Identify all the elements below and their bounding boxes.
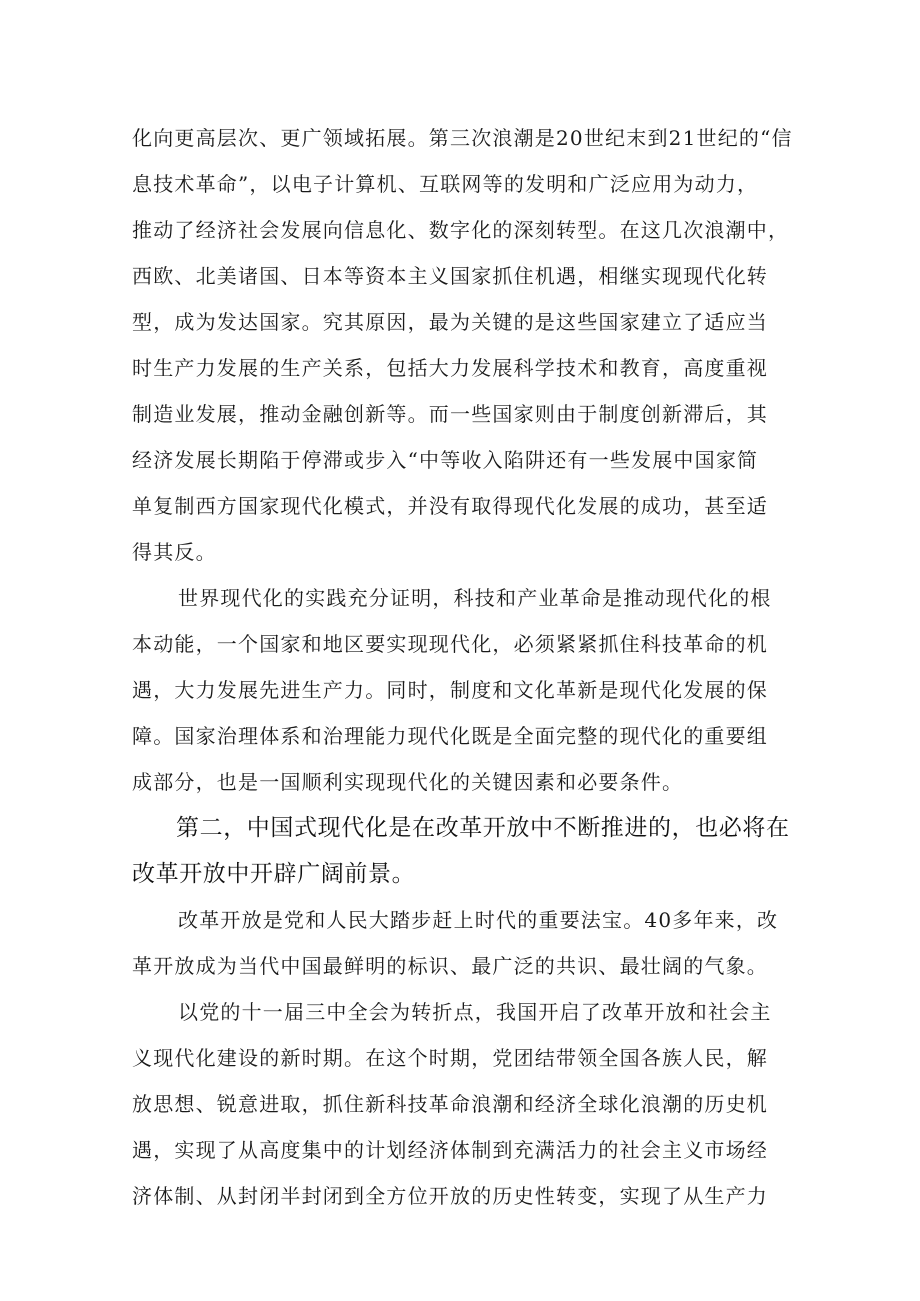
paragraph-1-line-5: 型，成为发达国家。究其原因，最为关键的是这些国家建立了适应当 [132, 310, 768, 334]
paragraph-4-line-3: 放思想、锐意进取，抓住新科技革命浪潮和经济全球化浪潮的历史机 [132, 1092, 768, 1116]
paragraph-1-line-9: 单复制西方国家现代化模式，并没有取得现代化发展的成功，甚至适 [132, 494, 768, 518]
paragraph-1-line-6: 时生产力发展的生产关系，包括大力发展科学技术和教育，高度重视 [132, 356, 768, 380]
paragraph-2-line-5: 成部分，也是一国顺利实现现代化的关键因素和必要条件。 [132, 770, 684, 794]
paragraph-3-line-1: 改革开放是党和人民大踏步赶上时代的重要法宝。40多年来，改 [178, 908, 779, 932]
paragraph-2-line-3: 遇，大力发展先进生产力。同时，制度和文化革新是现代化发展的保 [132, 678, 768, 702]
section-heading-line-2: 改革开放中开辟广阔前景。 [132, 861, 416, 887]
paragraph-3-line-2: 革开放成为当代中国最鲜明的标识、最广泛的共识、最壮阔的气象。 [132, 954, 768, 978]
paragraph-1-line-10: 得其反。 [132, 540, 217, 564]
paragraph-1-line-7: 制造业发展，推动金融创新等。而一些国家则由于制度创新滞后，其 [132, 402, 768, 426]
paragraph-4-line-4: 遇，实现了从高度集中的计划经济体制到充满活力的社会主义市场经 [132, 1138, 768, 1162]
paragraph-1-line-1: 化向更高层次、更广领域拓展。第三次浪潮是20世纪末到21世纪的“信 [132, 126, 793, 150]
paragraph-4-line-5: 济体制、从封闭半封闭到全方位开放的历史性转变，实现了从生产力 [132, 1184, 768, 1208]
paragraph-1-line-2: 息技术革命”，以电子计算机、互联网等的发明和广泛应用为动力， [132, 172, 759, 196]
paragraph-1-line-4: 西欧、北美诸国、日本等资本主义国家抓住机遇，相继实现现代化转 [132, 264, 768, 288]
paragraph-2-line-1: 世界现代化的实践充分证明，科技和产业革命是推动现代化的根 [178, 586, 772, 610]
paragraph-2-line-4: 障。国家治理体系和治理能力现代化既是全面完整的现代化的重要组 [132, 724, 768, 748]
paragraph-1-line-3: 推动了经济社会发展向信息化、数字化的深刻转型。在这几次浪潮中， [132, 218, 790, 242]
paragraph-4-line-2: 义现代化建设的新时期。在这个时期，党团结带领全国各族人民，解 [132, 1046, 768, 1070]
section-heading-line-1: 第二，中国式现代化是在改革开放中不断推进的，也必将在 [176, 815, 790, 841]
paragraph-1-line-8: 经济发展长期陷于停滞或步入“中等收入陷阱还有一些发展中国家简 [132, 448, 759, 472]
paragraph-2-line-2: 本动能，一个国家和地区要实现现代化，必须紧紧抓住科技革命的机 [132, 632, 768, 656]
paragraph-4-line-1: 以党的十一届三中全会为转折点，我国开启了改革开放和社会主 [178, 1000, 772, 1024]
